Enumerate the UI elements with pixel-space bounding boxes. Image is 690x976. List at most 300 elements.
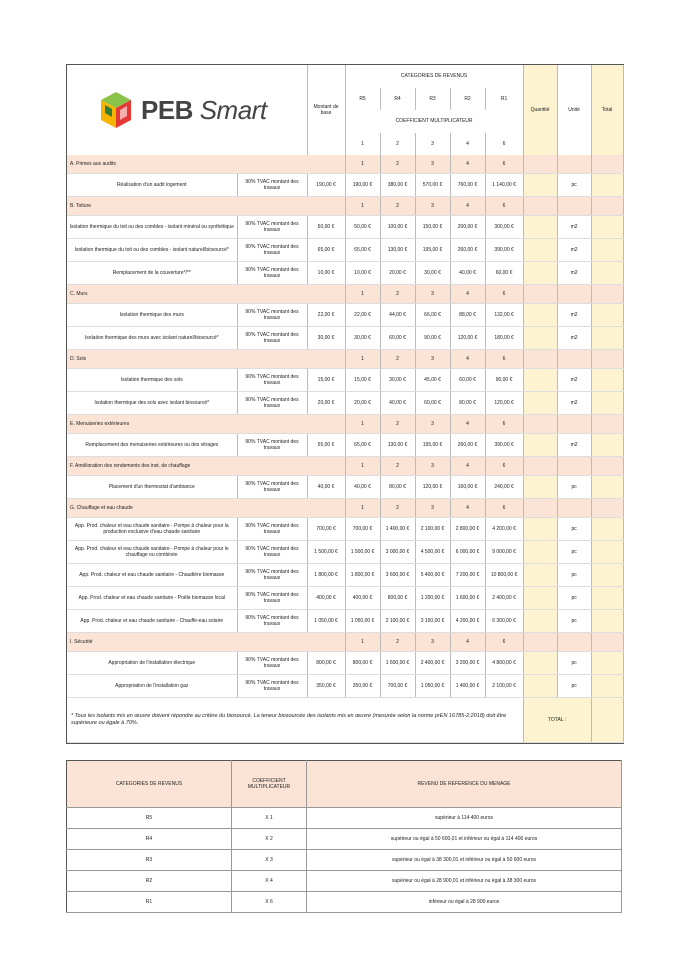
- section-total-cell: [591, 350, 623, 369]
- section-title: G. Chauffage et eau chaude: [67, 499, 345, 518]
- section-coef: 4: [450, 285, 485, 304]
- ref-row: [67, 892, 622, 913]
- category-amount: 800,00 €: [380, 587, 415, 610]
- category-amount: 1 600,00 €: [380, 652, 415, 675]
- primes-sheet: [66, 64, 624, 744]
- category-amount: 190,00 €: [345, 174, 380, 197]
- ref-header-categories: CATEGORIES DE REVENUS: [67, 761, 232, 808]
- section-coef: 6: [485, 633, 523, 652]
- category-amount: 1 800,00 €: [345, 564, 380, 587]
- section-coef: 3: [415, 285, 450, 304]
- section-coef: 2: [380, 415, 415, 434]
- category-amount: 40,00 €: [450, 262, 485, 285]
- work-condition: 90% TVAC montant des travaux: [237, 675, 307, 698]
- section-quantite-cell: [523, 457, 557, 476]
- ref-header-coef: COEFFICIENT MULTIPLICATEUR: [232, 761, 307, 808]
- category-amount: 4 800,00 €: [485, 652, 523, 675]
- work-condition: 90% TVAC montant des travaux: [237, 434, 307, 457]
- row-total-cell: [591, 587, 623, 610]
- category-amount: 40,00 €: [345, 476, 380, 499]
- section-row: [67, 285, 623, 304]
- unit-cell: m2: [557, 262, 591, 285]
- category-amount: 2 100,00 €: [485, 675, 523, 698]
- section-total-cell: [591, 155, 623, 174]
- work-condition: 90% TVAC montant des travaux: [237, 369, 307, 392]
- category-amount: 760,00 €: [450, 174, 485, 197]
- total-label: TOTAL :: [523, 698, 591, 743]
- ref-header-revenu: REVENU DE REFERENCE DU MENAGE: [307, 761, 622, 808]
- row-total-cell: [591, 216, 623, 239]
- coef-value-4: 6: [485, 133, 523, 156]
- unit-cell: pc: [557, 476, 591, 499]
- category-label-1: R4: [380, 88, 415, 111]
- base-amount: 190,00 €: [307, 174, 345, 197]
- ref-coef: X 4: [232, 871, 307, 892]
- row-total-cell: [591, 541, 623, 564]
- category-amount: 90,00 €: [485, 369, 523, 392]
- table-row: [67, 327, 623, 350]
- unit-cell: pc: [557, 541, 591, 564]
- category-amount: 195,00 €: [415, 239, 450, 262]
- category-amount: 390,00 €: [485, 239, 523, 262]
- section-coef: 1: [345, 499, 380, 518]
- table-row: [67, 652, 623, 675]
- base-amount: 50,00 €: [307, 216, 345, 239]
- section-row: [67, 197, 623, 216]
- base-amount: 350,00 €: [307, 675, 345, 698]
- section-coef: 2: [380, 350, 415, 369]
- category-amount: 15,00 €: [345, 369, 380, 392]
- row-total-cell: [591, 610, 623, 633]
- work-label: App. Prod. chaleur et eau chaude sanitaire - Chauffe-eau solaire: [67, 610, 237, 633]
- section-title: I. Sécurité: [67, 633, 345, 652]
- category-amount: 300,00 €: [485, 216, 523, 239]
- ref-row: [67, 850, 622, 871]
- base-amount: 65,00 €: [307, 239, 345, 262]
- section-coef: 6: [485, 197, 523, 216]
- row-total-cell: [591, 564, 623, 587]
- ref-revenu: supérieur ou égal à 38 300,01 et inférieur ou égal à 50 600 euros: [307, 850, 622, 871]
- row-total-cell: [591, 304, 623, 327]
- unit-cell: m2: [557, 216, 591, 239]
- work-label: Isolation thermique des murs avec isolant naturel/biosourcé*: [67, 327, 237, 350]
- category-amount: 1 200,00 €: [415, 587, 450, 610]
- work-condition: 90% TVAC montant des travaux: [237, 587, 307, 610]
- unite-header: Unité: [557, 65, 591, 155]
- ref-category: R1: [67, 892, 232, 913]
- section-coef: 6: [485, 415, 523, 434]
- ref-revenu: supérieur à 114 400 euros: [307, 808, 622, 829]
- category-amount: 66,00 €: [415, 304, 450, 327]
- category-amount: 180,00 €: [485, 327, 523, 350]
- section-total-cell: [591, 499, 623, 518]
- table-row: [67, 216, 623, 239]
- section-unite-cell: [557, 285, 591, 304]
- section-coef: 1: [345, 457, 380, 476]
- category-amount: 88,00 €: [450, 304, 485, 327]
- ref-revenu: supérieur ou égal à 50 600,01 et inférieur ou égal à 114 400 euros: [307, 829, 622, 850]
- base-amount: 20,00 €: [307, 392, 345, 415]
- section-coef: 3: [415, 350, 450, 369]
- quantity-cell[interactable]: [523, 327, 557, 350]
- work-label: Isolation thermique du toit ou des combles - isolant minéral ou synthétique: [67, 216, 237, 239]
- section-coef: 4: [450, 155, 485, 174]
- category-amount: 120,00 €: [485, 392, 523, 415]
- section-row: [67, 499, 623, 518]
- row-total-cell: [591, 262, 623, 285]
- category-amount: 700,00 €: [345, 518, 380, 541]
- unit-cell: m2: [557, 392, 591, 415]
- quantity-cell[interactable]: [523, 564, 557, 587]
- category-amount: 30,00 €: [415, 262, 450, 285]
- logo-word-smart: Smart: [199, 95, 267, 125]
- section-coef: 1: [345, 285, 380, 304]
- section-coef: 3: [415, 415, 450, 434]
- work-condition: 90% TVAC montant des travaux: [237, 392, 307, 415]
- work-label: Remplacement de la couverture*/**: [67, 262, 237, 285]
- category-amount: 2 400,00 €: [415, 652, 450, 675]
- section-title: A. Primes aux audits: [67, 155, 345, 174]
- work-condition: 90% TVAC montant des travaux: [237, 304, 307, 327]
- work-condition: 90% TVAC montant des travaux: [237, 327, 307, 350]
- montant-base-header: Montant de base: [307, 65, 345, 155]
- base-amount: 30,00 €: [307, 327, 345, 350]
- quantity-cell[interactable]: [523, 174, 557, 197]
- work-condition: 90% TVAC montant des travaux: [237, 262, 307, 285]
- table-row: [67, 262, 623, 285]
- category-amount: 3 000,00 €: [380, 541, 415, 564]
- category-amount: 44,00 €: [380, 304, 415, 327]
- section-coef: 6: [485, 350, 523, 369]
- footer-row: [67, 698, 623, 743]
- row-total-cell: [591, 434, 623, 457]
- category-amount: 50,00 €: [345, 216, 380, 239]
- section-quantite-cell: [523, 633, 557, 652]
- ref-category: R3: [67, 850, 232, 871]
- section-coef: 1: [345, 350, 380, 369]
- coef-value-1: 2: [380, 133, 415, 156]
- unit-cell: pc: [557, 174, 591, 197]
- work-condition: 90% TVAC montant des travaux: [237, 610, 307, 633]
- unit-cell: pc: [557, 518, 591, 541]
- row-total-cell: [591, 174, 623, 197]
- category-amount: 90,00 €: [415, 327, 450, 350]
- row-total-cell: [591, 369, 623, 392]
- quantity-cell[interactable]: [523, 304, 557, 327]
- section-coef: 3: [415, 633, 450, 652]
- category-amount: 10,00 €: [345, 262, 380, 285]
- category-amount: 10 800,00 €: [485, 564, 523, 587]
- quantity-cell[interactable]: [523, 239, 557, 262]
- section-coef: 6: [485, 457, 523, 476]
- quantity-cell[interactable]: [523, 541, 557, 564]
- ref-category: R5: [67, 808, 232, 829]
- quantity-cell[interactable]: [523, 262, 557, 285]
- section-coef: 2: [380, 155, 415, 174]
- ref-coef: X 1: [232, 808, 307, 829]
- section-coef: 2: [380, 285, 415, 304]
- ref-category: R4: [67, 829, 232, 850]
- work-label: Appropriation de l'installation électrique: [67, 652, 237, 675]
- category-amount: 40,00 €: [380, 392, 415, 415]
- table-row: [67, 675, 623, 698]
- work-label: App. Prod. chaleur et eau chaude sanitaire - Poêle biomasse local: [67, 587, 237, 610]
- table-row: [67, 564, 623, 587]
- section-total-cell: [591, 633, 623, 652]
- category-amount: 7 200,00 €: [450, 564, 485, 587]
- category-amount: 1 400,00 €: [380, 518, 415, 541]
- category-amount: 700,00 €: [380, 675, 415, 698]
- category-amount: 260,00 €: [450, 239, 485, 262]
- section-coef: 2: [380, 457, 415, 476]
- category-amount: 20,00 €: [380, 262, 415, 285]
- section-title: F. Amélioration des rendements des inst. de chauffage: [67, 457, 345, 476]
- row-total-cell: [591, 518, 623, 541]
- work-label: App. Prod. chaleur et eau chaude sanitaire - Pompe à chaleur pour la production exclusive d'eau chaude sanitaire: [67, 518, 237, 541]
- section-coef: 6: [485, 499, 523, 518]
- section-quantite-cell: [523, 499, 557, 518]
- coef-value-0: 1: [345, 133, 380, 156]
- table-row: [67, 239, 623, 262]
- quantity-cell[interactable]: [523, 392, 557, 415]
- row-total-cell: [591, 476, 623, 499]
- section-coef: 2: [380, 499, 415, 518]
- total-value-cell: [591, 698, 623, 743]
- category-amount: 195,00 €: [415, 434, 450, 457]
- coef-value-3: 4: [450, 133, 485, 156]
- category-amount: 1 400,00 €: [450, 675, 485, 698]
- section-coef: 1: [345, 155, 380, 174]
- work-condition: 90% TVAC montant des travaux: [237, 239, 307, 262]
- categories-header: CATEGORIES DE REVENUS: [345, 65, 523, 88]
- row-total-cell: [591, 675, 623, 698]
- unit-cell: pc: [557, 587, 591, 610]
- base-amount: 1 800,00 €: [307, 564, 345, 587]
- unit-cell: pc: [557, 652, 591, 675]
- base-amount: 10,00 €: [307, 262, 345, 285]
- category-amount: 60,00 €: [415, 392, 450, 415]
- quantite-header: Quantité: [523, 65, 557, 155]
- section-quantite-cell: [523, 350, 557, 369]
- coef-value-2: 3: [415, 133, 450, 156]
- quantity-cell[interactable]: [523, 610, 557, 633]
- section-coef: 4: [450, 499, 485, 518]
- section-coef: 3: [415, 457, 450, 476]
- category-amount: 65,00 €: [345, 434, 380, 457]
- category-amount: 150,00 €: [415, 216, 450, 239]
- category-amount: 350,00 €: [345, 675, 380, 698]
- section-row: [67, 457, 623, 476]
- category-amount: 800,00 €: [345, 652, 380, 675]
- category-amount: 80,00 €: [450, 392, 485, 415]
- category-amount: 60,00 €: [380, 327, 415, 350]
- table-row: [67, 587, 623, 610]
- section-coef: 4: [450, 457, 485, 476]
- ref-coef: X 6: [232, 892, 307, 913]
- ref-coef: X 2: [232, 829, 307, 850]
- total-header: Total: [591, 65, 623, 155]
- section-quantite-cell: [523, 285, 557, 304]
- section-coef: 4: [450, 415, 485, 434]
- category-amount: 45,00 €: [415, 369, 450, 392]
- quantity-cell[interactable]: [523, 518, 557, 541]
- section-coef: 6: [485, 155, 523, 174]
- quantity-cell[interactable]: [523, 434, 557, 457]
- section-coef: 3: [415, 499, 450, 518]
- base-amount: 800,00 €: [307, 652, 345, 675]
- unit-cell: pc: [557, 610, 591, 633]
- category-amount: 3 150,00 €: [415, 610, 450, 633]
- ref-coef: X 3: [232, 850, 307, 871]
- category-amount: 65,00 €: [345, 239, 380, 262]
- section-coef: 1: [345, 633, 380, 652]
- section-total-cell: [591, 415, 623, 434]
- category-amount: 22,00 €: [345, 304, 380, 327]
- section-unite-cell: [557, 350, 591, 369]
- category-amount: 132,00 €: [485, 304, 523, 327]
- category-label-4: R1: [485, 88, 523, 111]
- work-condition: 90% TVAC montant des travaux: [237, 216, 307, 239]
- primes-table: [67, 65, 624, 743]
- section-coef: 3: [415, 155, 450, 174]
- section-unite-cell: [557, 457, 591, 476]
- ref-category: R2: [67, 871, 232, 892]
- work-label: Réalisation d'un audit logement: [67, 174, 237, 197]
- section-coef: 6: [485, 285, 523, 304]
- section-total-cell: [591, 285, 623, 304]
- base-amount: 22,00 €: [307, 304, 345, 327]
- work-label: Remplacement des menuiseries extérieures ou des vitrages: [67, 434, 237, 457]
- category-amount: 130,00 €: [380, 434, 415, 457]
- section-quantite-cell: [523, 155, 557, 174]
- unit-cell: pc: [557, 564, 591, 587]
- section-unite-cell: [557, 415, 591, 434]
- category-amount: 160,00 €: [450, 476, 485, 499]
- category-amount: 60,00 €: [485, 262, 523, 285]
- work-condition: 90% TVAC montant des travaux: [237, 174, 307, 197]
- section-row: [67, 633, 623, 652]
- section-coef: 2: [380, 633, 415, 652]
- work-condition: 90% TVAC montant des travaux: [237, 564, 307, 587]
- unit-cell: m2: [557, 369, 591, 392]
- section-quantite-cell: [523, 415, 557, 434]
- category-amount: 2 100,00 €: [415, 518, 450, 541]
- row-total-cell: [591, 327, 623, 350]
- footnote: * Tous les isolants mis en œuvre doivent répondre au critère du biosourcé. La teneur biosourcée des isolants mis en œuvre (mesurée selon la norme prEN 16785-2:2018) doit être supérieure ou égale à 70%.: [67, 698, 523, 743]
- category-amount: 2 100,00 €: [380, 610, 415, 633]
- category-amount: 4 200,00 €: [450, 610, 485, 633]
- quantity-cell[interactable]: [523, 675, 557, 698]
- quantity-cell[interactable]: [523, 652, 557, 675]
- section-total-cell: [591, 197, 623, 216]
- quantity-cell[interactable]: [523, 587, 557, 610]
- category-amount: 1 500,00 €: [345, 541, 380, 564]
- category-amount: 100,00 €: [380, 216, 415, 239]
- category-amount: 1 050,00 €: [415, 675, 450, 698]
- category-amount: 60,00 €: [450, 369, 485, 392]
- logo-word-peb: PEB: [141, 95, 193, 125]
- table-row: [67, 304, 623, 327]
- unit-cell: m2: [557, 434, 591, 457]
- quantity-cell[interactable]: [523, 216, 557, 239]
- category-label-0: R5: [345, 88, 380, 111]
- row-total-cell: [591, 392, 623, 415]
- category-amount: 9 000,00 €: [485, 541, 523, 564]
- work-label: App. Prod. chaleur et eau chaude sanitaire - Chaudière biomasse: [67, 564, 237, 587]
- category-amount: 5 400,00 €: [415, 564, 450, 587]
- base-amount: 15,00 €: [307, 369, 345, 392]
- category-amount: 30,00 €: [380, 369, 415, 392]
- category-amount: 570,00 €: [415, 174, 450, 197]
- work-condition: 90% TVAC montant des travaux: [237, 652, 307, 675]
- category-label-3: R2: [450, 88, 485, 111]
- category-amount: 4 500,00 €: [415, 541, 450, 564]
- cube-logo-icon: [99, 90, 133, 130]
- category-amount: 1 050,00 €: [345, 610, 380, 633]
- category-amount: 6 300,00 €: [485, 610, 523, 633]
- work-condition: 90% TVAC montant des travaux: [237, 476, 307, 499]
- table-row: [67, 392, 623, 415]
- category-amount: 200,00 €: [450, 216, 485, 239]
- category-amount: 380,00 €: [380, 174, 415, 197]
- section-unite-cell: [557, 633, 591, 652]
- base-amount: 1 050,00 €: [307, 610, 345, 633]
- base-amount: 400,00 €: [307, 587, 345, 610]
- section-unite-cell: [557, 499, 591, 518]
- peb-smart-logo: [69, 90, 305, 130]
- category-amount: 2 800,00 €: [450, 518, 485, 541]
- quantity-cell[interactable]: [523, 369, 557, 392]
- category-amount: 4 200,00 €: [485, 518, 523, 541]
- section-quantite-cell: [523, 197, 557, 216]
- work-label: Isolation thermique des murs: [67, 304, 237, 327]
- ref-row: [67, 829, 622, 850]
- unit-cell: m2: [557, 304, 591, 327]
- section-coef: 4: [450, 197, 485, 216]
- category-amount: 6 000,00 €: [450, 541, 485, 564]
- category-amount: 130,00 €: [380, 239, 415, 262]
- ref-revenu: supérieur ou égal à 28 900,01 et inférieur ou égal à 38 300 euros: [307, 871, 622, 892]
- work-label: Appropriation de l'installation gaz: [67, 675, 237, 698]
- section-row: [67, 415, 623, 434]
- work-label: Isolation thermique des sols: [67, 369, 237, 392]
- ref-row: [67, 871, 622, 892]
- base-amount: 40,00 €: [307, 476, 345, 499]
- section-coef: 2: [380, 197, 415, 216]
- category-amount: 390,00 €: [485, 434, 523, 457]
- category-amount: 120,00 €: [415, 476, 450, 499]
- base-amount: 700,00 €: [307, 518, 345, 541]
- category-amount: 260,00 €: [450, 434, 485, 457]
- unit-cell: m2: [557, 327, 591, 350]
- unit-cell: m2: [557, 239, 591, 262]
- category-amount: 2 400,00 €: [485, 587, 523, 610]
- section-row: [67, 155, 623, 174]
- section-row: [67, 350, 623, 369]
- category-amount: 240,00 €: [485, 476, 523, 499]
- section-unite-cell: [557, 197, 591, 216]
- ref-row: [67, 808, 622, 829]
- category-amount: 120,00 €: [450, 327, 485, 350]
- work-label: App. Prod. chaleur et eau chaude sanitaire - Pompe à chaleur pour le chauffage ou combinée: [67, 541, 237, 564]
- row-total-cell: [591, 239, 623, 262]
- quantity-cell[interactable]: [523, 476, 557, 499]
- row-total-cell: [591, 652, 623, 675]
- category-amount: 1 140,00 €: [485, 174, 523, 197]
- unit-cell: pc: [557, 675, 591, 698]
- section-title: E. Menuiseries extérieures: [67, 415, 345, 434]
- base-amount: 1 500,00 €: [307, 541, 345, 564]
